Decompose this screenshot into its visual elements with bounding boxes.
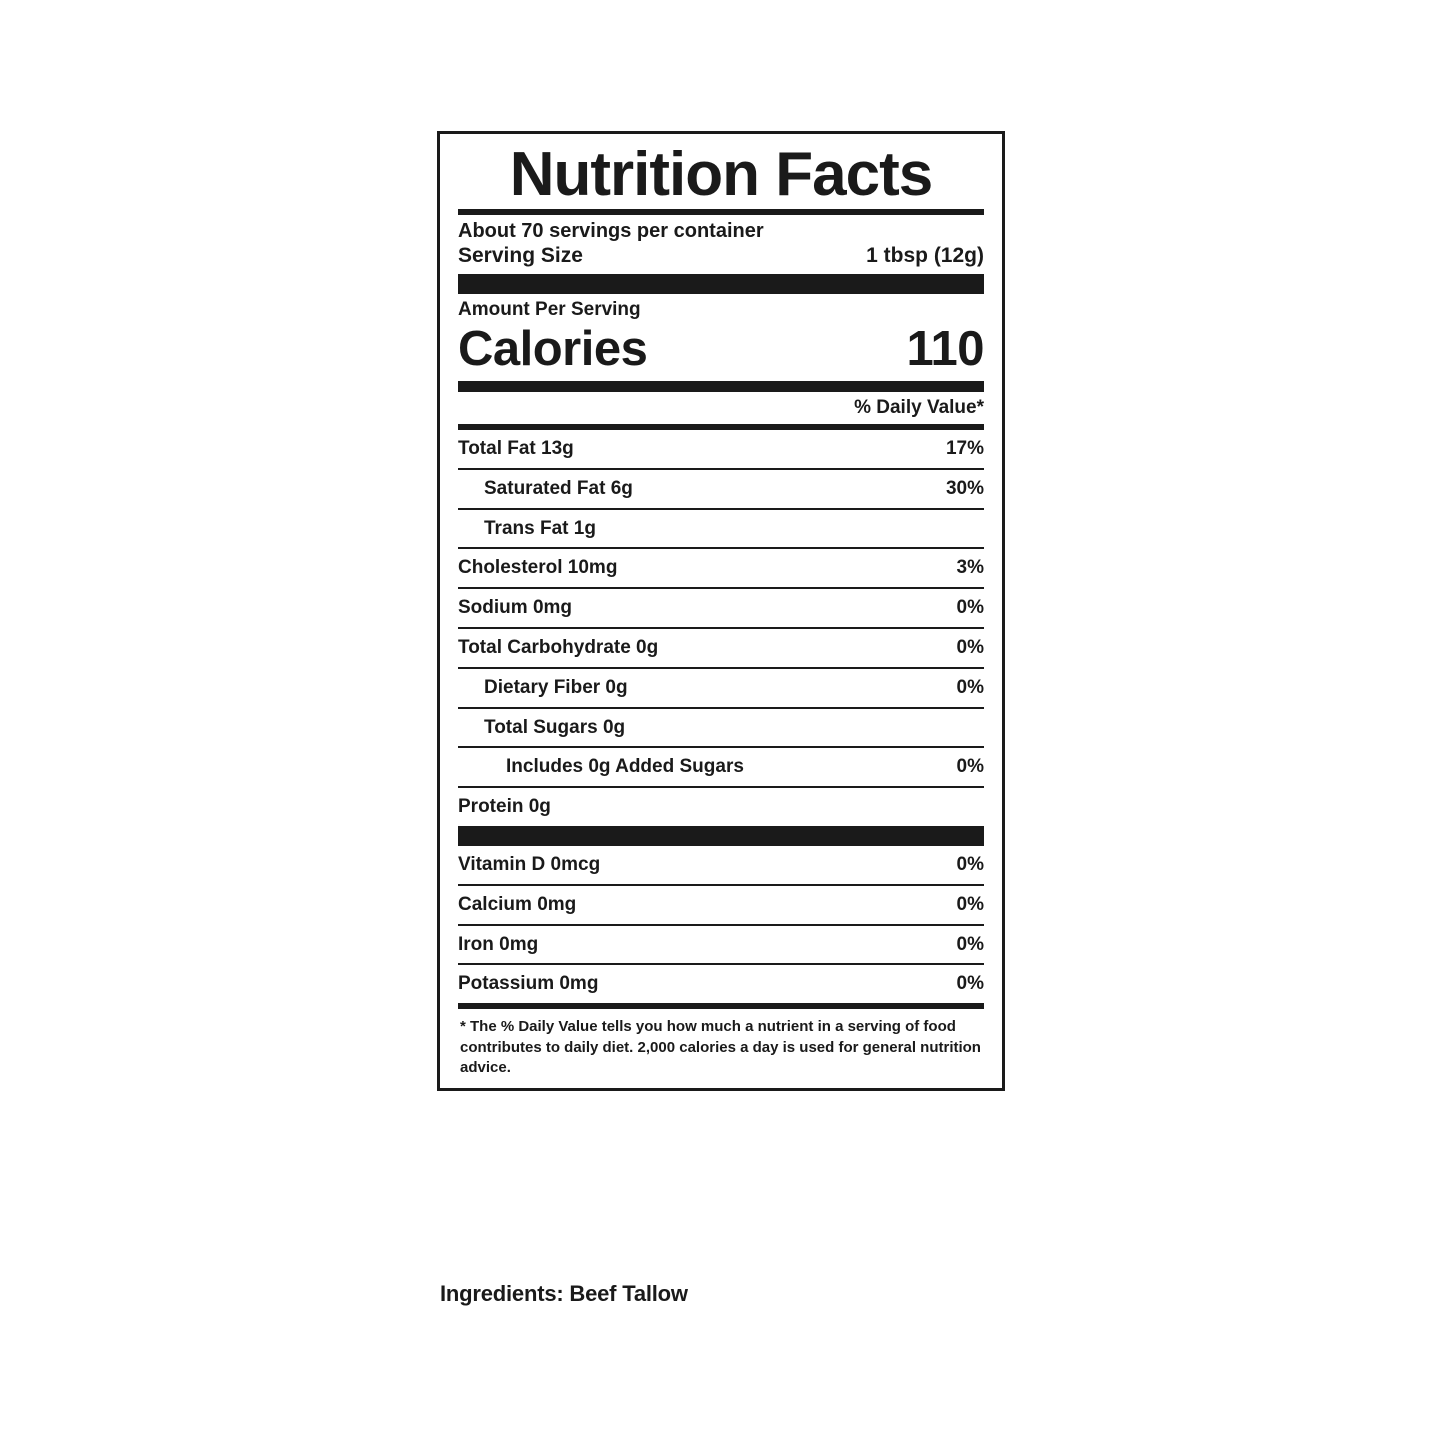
table-row bbox=[458, 589, 984, 629]
calories-value: 110 bbox=[906, 322, 984, 377]
nutrient-dv: 30% bbox=[945, 477, 984, 499]
amount-per-serving: Amount Per Serving bbox=[458, 299, 641, 321]
serving-size-row bbox=[458, 244, 984, 274]
nutrient-name: Total Carbohydrate 0g bbox=[458, 637, 659, 659]
table-row bbox=[458, 669, 984, 709]
nutrient-name: Trans Fat 1g bbox=[484, 517, 596, 539]
page-title: Nutrition Facts bbox=[509, 140, 933, 209]
nutrient-dv: 17% bbox=[945, 438, 984, 460]
nutrient-name: Sodium 0mg bbox=[458, 597, 573, 619]
table-row bbox=[458, 788, 984, 826]
nutrient-dv: 0% bbox=[956, 854, 984, 876]
nutrient-name: Potassium 0mg bbox=[458, 973, 599, 995]
servings-per-container: About 70 servings per container bbox=[458, 220, 764, 243]
table-row bbox=[458, 886, 984, 926]
nutrient-name: Saturated Fat 6g bbox=[484, 477, 633, 499]
divider-heavy-top bbox=[458, 274, 984, 294]
table-row bbox=[458, 549, 984, 589]
nutrient-name: Iron 0mg bbox=[458, 933, 539, 955]
ingredients-text: Ingredients: Beef Tallow bbox=[440, 1281, 688, 1306]
nutrient-dv: 0% bbox=[956, 676, 984, 698]
table-row bbox=[458, 629, 984, 669]
table-row bbox=[458, 709, 984, 749]
serving-size-label: Serving Size bbox=[458, 244, 583, 268]
nutrient-name: Includes 0g Added Sugars bbox=[506, 756, 744, 778]
table-row bbox=[458, 430, 984, 470]
nutrient-name: Vitamin D 0mcg bbox=[458, 854, 601, 876]
table-row bbox=[458, 846, 984, 886]
nutrient-name: Dietary Fiber 0g bbox=[484, 676, 628, 698]
nutrient-dv: 0% bbox=[956, 893, 984, 915]
nutrient-name: Protein 0g bbox=[458, 796, 551, 818]
divider-heavy-calories bbox=[458, 381, 984, 392]
table-row bbox=[458, 965, 984, 1003]
nutrient-rows bbox=[458, 430, 984, 826]
nutrient-name: Total Fat 13g bbox=[458, 438, 574, 460]
table-row bbox=[458, 470, 984, 510]
daily-value-footnote: * The % Daily Value tells you how much a nutrient in a serving of food contributes to daily diet. 2,000 calories a day is used for general nutrition advice. bbox=[460, 1018, 981, 1076]
serving-size-value: 1 tbsp (12g) bbox=[866, 244, 984, 268]
table-row bbox=[458, 510, 984, 550]
nutrient-name: Calcium 0mg bbox=[458, 893, 577, 915]
nutrition-facts-label bbox=[437, 131, 1005, 1091]
nutrient-dv: 3% bbox=[956, 557, 984, 579]
nutrient-name: Total Sugars 0g bbox=[484, 716, 626, 738]
table-row bbox=[458, 748, 984, 788]
divider-heavy-vitamins bbox=[458, 826, 984, 846]
nutrient-dv: 0% bbox=[956, 637, 984, 659]
calories-row bbox=[458, 321, 984, 381]
nutrient-dv: 0% bbox=[956, 973, 984, 995]
vitamin-rows bbox=[458, 846, 984, 1003]
nutrient-name: Cholesterol 10mg bbox=[458, 557, 618, 579]
calories-label: Calories bbox=[458, 322, 648, 377]
table-row bbox=[458, 926, 984, 966]
nutrient-dv: 0% bbox=[956, 933, 984, 955]
daily-value-header: % Daily Value* bbox=[854, 397, 984, 419]
nutrient-dv: 0% bbox=[956, 756, 984, 778]
nutrient-dv: 0% bbox=[956, 597, 984, 619]
